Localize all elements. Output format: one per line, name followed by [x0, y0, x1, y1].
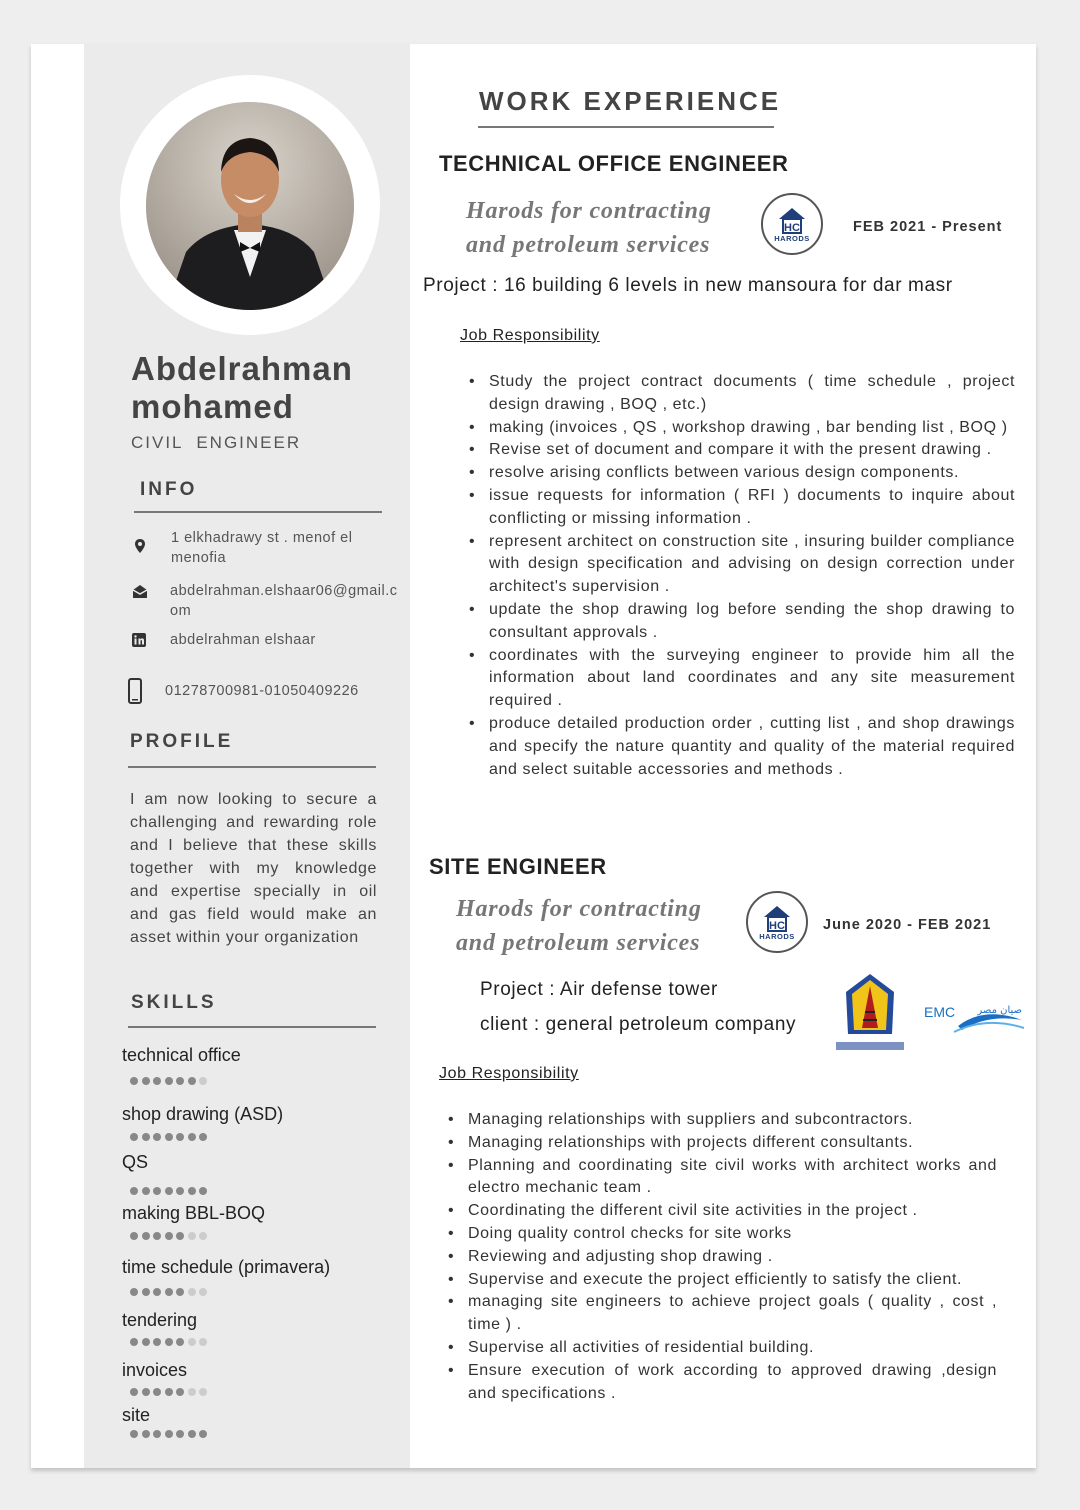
rating-dot-filled [165, 1133, 173, 1141]
skill-rating [130, 1133, 207, 1141]
company-name: Harods for contracting and petroleum services [466, 198, 712, 258]
rating-dot-empty [199, 1232, 207, 1240]
responsibility-item: • resolve arising conflicts between various design components. [469, 462, 1015, 485]
rating-dot-filled [142, 1232, 150, 1240]
rating-dot-filled [165, 1430, 173, 1438]
rating-dot-filled [176, 1232, 184, 1240]
rating-dot-filled [176, 1388, 184, 1396]
rating-dot-filled [153, 1288, 161, 1296]
mobile-phone-icon [128, 678, 142, 704]
rating-dot-filled [188, 1430, 196, 1438]
skill-rating [130, 1187, 207, 1195]
responsibility-item: • Doing quality control checks for site works [448, 1223, 997, 1246]
svg-text:HC: HC [784, 222, 800, 234]
skill-name: tendering [122, 1310, 198, 1330]
skill-name: site [122, 1405, 151, 1425]
skill-rating [130, 1338, 207, 1346]
responsibility-item: • update the shop drawing log before sending the shop drawing to consultant approvals . [469, 599, 1015, 645]
client-line: client : general petroleum company [480, 1014, 797, 1035]
rating-dot-filled [165, 1338, 173, 1346]
rating-dot-filled [142, 1077, 150, 1085]
svg-text:HARODS: HARODS [759, 932, 795, 941]
rating-dot-filled [165, 1187, 173, 1195]
rating-dot-empty [199, 1077, 207, 1085]
rating-dot-filled [153, 1133, 161, 1141]
rating-dot-filled [130, 1133, 138, 1141]
skill-name: making BBL-BOQ [122, 1203, 266, 1223]
rating-dot-filled [165, 1077, 173, 1085]
harods-logo [746, 891, 808, 953]
responsibility-item: • issue requests for information ( RFI ) documents to inquire about conflicting or missing information . [469, 485, 1015, 531]
rating-dot-filled [153, 1388, 161, 1396]
rating-dot-filled [130, 1077, 138, 1085]
job-date: June 2020 - FEB 2021 [823, 917, 992, 933]
rating-dot-filled [142, 1187, 150, 1195]
rating-dot-filled [199, 1133, 207, 1141]
responsibility-list [469, 371, 1015, 781]
project-line: Project : Air defense tower [480, 979, 718, 1000]
rating-dot-filled [130, 1388, 138, 1396]
emc-logo [924, 1000, 1024, 1036]
job-role: CIVIL ENGINEER [131, 433, 302, 452]
skill-name: time schedule (primavera) [122, 1257, 331, 1277]
rating-dot-empty [188, 1338, 196, 1346]
email[interactable]: abdelrahman.elshaar06@gmail.com [170, 583, 398, 619]
job-responsibility-heading: Job Responsibility [439, 1065, 579, 1082]
rating-dot-filled [176, 1187, 184, 1195]
rating-dot-filled [176, 1430, 184, 1438]
svg-text:HC: HC [769, 920, 785, 932]
profile-photo [146, 102, 354, 310]
rating-dot-empty [199, 1388, 207, 1396]
responsibility-item: • produce detailed production order , cutting list , and shop drawings and specify the nature quantity and quality of the material required and select suitable accessories and methods . [469, 713, 1015, 781]
responsibility-item: • coordinates with the surveying engineer to provide him all the information about land coordinates and any site measurement required . [469, 645, 1015, 713]
rating-dot-filled [188, 1077, 196, 1085]
skills-divider [128, 1026, 376, 1028]
responsibility-item: • Supervise and execute the project efficiently to satisfy the client. [448, 1269, 997, 1292]
work-experience-heading: WORK EXPERIENCE [479, 86, 782, 116]
rating-dot-filled [130, 1187, 138, 1195]
rating-dot-filled [130, 1288, 138, 1296]
harods-logo [761, 193, 823, 255]
rating-dot-filled [165, 1232, 173, 1240]
rating-dot-filled [176, 1077, 184, 1085]
rating-dot-filled [188, 1133, 196, 1141]
svg-text:HARODS: HARODS [774, 234, 810, 243]
responsibility-item: • Supervise all activities of residential building. [448, 1337, 997, 1360]
mail-icon [132, 584, 148, 600]
location-pin-icon [132, 538, 148, 554]
rating-dot-filled [176, 1338, 184, 1346]
responsibility-list [448, 1109, 997, 1405]
rating-dot-empty [199, 1288, 207, 1296]
responsibility-item: • Ensure execution of work according to approved drawing ,design and specifications . [448, 1360, 997, 1406]
rating-dot-filled [153, 1077, 161, 1085]
responsibility-item: • managing site engineers to achieve project goals ( quality , cost , time ) . [448, 1291, 997, 1337]
responsibility-item: • represent architect on construction site , insuring builder compliance with design specification and advising on design correction under architect's supervision . [469, 531, 1015, 599]
skill-name: QS [122, 1152, 149, 1172]
rating-dot-empty [188, 1388, 196, 1396]
rating-dot-empty [199, 1338, 207, 1346]
skill-rating [130, 1288, 207, 1296]
responsibility-item: • Revise set of document and compare it with the present drawing . [469, 439, 1015, 462]
skill-rating [130, 1388, 207, 1396]
rating-dot-filled [142, 1388, 150, 1396]
responsibility-item: • Reviewing and adjusting shop drawing . [448, 1246, 997, 1269]
rating-dot-empty [188, 1288, 196, 1296]
rating-dot-filled [153, 1430, 161, 1438]
general-petroleum-logo [830, 972, 910, 1056]
skill-name: invoices [122, 1360, 188, 1380]
responsibility-item: • Planning and coordinating site civil works with architect works and electro mechanic team . [448, 1155, 997, 1201]
skill-name: shop drawing (ASD) [122, 1104, 284, 1124]
rating-dot-filled [176, 1288, 184, 1296]
last-name: mohamed [131, 388, 294, 425]
responsibility-item: • Managing relationships with projects different consultants. [448, 1132, 997, 1155]
rating-dot-filled [130, 1338, 138, 1346]
rating-dot-filled [142, 1338, 150, 1346]
profile-divider [128, 766, 376, 768]
project-line: Project : 16 building 6 levels in new mansoura for dar masr [423, 275, 953, 296]
work-divider [478, 126, 774, 128]
responsibility-item: • Managing relationships with suppliers and subcontractors. [448, 1109, 997, 1132]
job-title: TECHNICAL OFFICE ENGINEER [439, 151, 789, 176]
responsibility-item: • Study the project contract documents ( time schedule , project design drawing , BOQ , etc.) [469, 371, 1015, 417]
skills-heading: SKILLS [131, 992, 217, 1013]
info-heading: INFO [140, 479, 198, 500]
first-name: Abdelrahman [131, 350, 353, 387]
company-name: Harods for contracting and petroleum services [456, 896, 702, 956]
rating-dot-filled [130, 1232, 138, 1240]
job-title: SITE ENGINEER [429, 854, 607, 879]
rating-dot-filled [188, 1187, 196, 1195]
rating-dot-filled [142, 1288, 150, 1296]
rating-dot-filled [165, 1288, 173, 1296]
skill-rating [130, 1232, 207, 1240]
skill-name: technical office [122, 1045, 241, 1065]
rating-dot-filled [153, 1338, 161, 1346]
person-name [131, 350, 353, 426]
rating-dot-filled [165, 1388, 173, 1396]
profile-summary: I am now looking to secure a challenging and rewarding role and I believe that these skills together with my knowledge and expertise specially in oil and gas field would make an asset within your organization [130, 791, 377, 946]
rating-dot-filled [153, 1232, 161, 1240]
job-date: FEB 2021 - Present [853, 219, 1003, 235]
skill-rating [130, 1430, 207, 1438]
address: 1 elkhadrawy st . menof el menofia [171, 530, 353, 566]
responsibility-item: • Coordinating the different civil site activities in the project . [448, 1200, 997, 1223]
svg-text:EMC: EMC [924, 1004, 956, 1020]
job-responsibility-heading: Job Responsibility [460, 327, 600, 344]
responsibility-item: • making (invoices , QS , workshop drawing , bar bending list , BOQ ) [469, 417, 1015, 440]
phone: 01278700981-01050409226 [165, 683, 359, 699]
rating-dot-filled [176, 1133, 184, 1141]
svg-text:صيان مصر: صيان مصر [977, 1005, 1022, 1016]
rating-dot-filled [199, 1430, 207, 1438]
info-divider [134, 511, 382, 513]
linkedin-icon [132, 633, 148, 649]
rating-dot-filled [142, 1133, 150, 1141]
skill-rating [130, 1077, 207, 1085]
profile-heading: PROFILE [130, 731, 234, 752]
rating-dot-filled [199, 1187, 207, 1195]
rating-dot-filled [153, 1187, 161, 1195]
rating-dot-empty [188, 1232, 196, 1240]
rating-dot-filled [142, 1430, 150, 1438]
rating-dot-filled [130, 1430, 138, 1438]
linkedin-handle[interactable]: abdelrahman elshaar [170, 632, 316, 648]
